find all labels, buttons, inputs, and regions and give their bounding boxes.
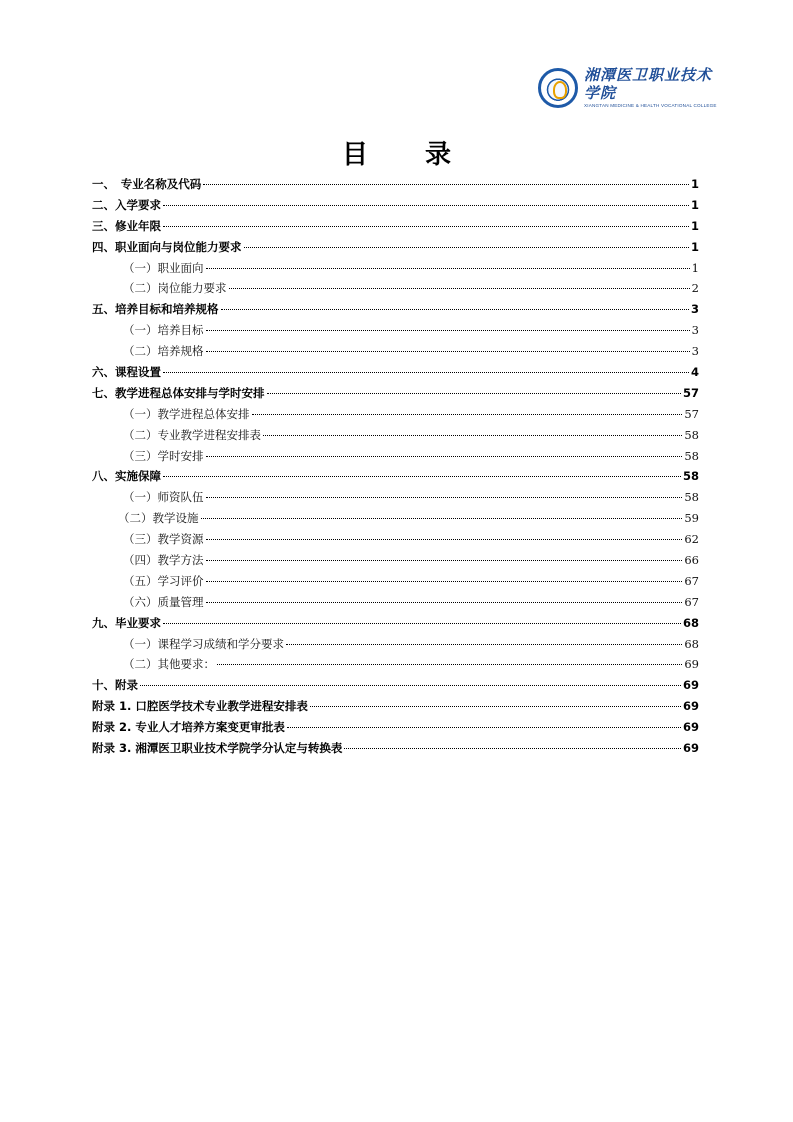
toc-entry[interactable] xyxy=(92,320,699,341)
toc-entry-label: （一）师资队伍 xyxy=(123,490,204,505)
toc-entry[interactable] xyxy=(92,466,699,487)
toc-entry[interactable] xyxy=(92,487,699,508)
college-name xyxy=(584,66,717,110)
toc-entry-page: 67 xyxy=(684,594,699,609)
toc-leader-dots xyxy=(287,726,681,728)
toc-leader-dots xyxy=(263,434,682,436)
toc-leader-dots xyxy=(267,392,681,394)
toc-entry[interactable] xyxy=(92,550,699,571)
toc-entry-page: 67 xyxy=(684,573,699,588)
toc-entry-page: 2 xyxy=(691,281,699,296)
toc-entry[interactable] xyxy=(92,717,699,738)
toc-leader-dots xyxy=(206,538,683,540)
toc-entry[interactable] xyxy=(92,341,699,362)
toc-entry-label: （一）职业面向 xyxy=(123,260,204,275)
college-name-en: XIANGTAN MEDICINE & HEALTH VOCATIONAL COLLEGE xyxy=(584,103,717,108)
college-logo xyxy=(538,64,717,112)
toc-entry-label: 一、 专业名称及代码 xyxy=(92,177,202,191)
toc-leader-dots xyxy=(140,684,681,686)
toc-entry[interactable] xyxy=(92,592,699,613)
toc-entry[interactable] xyxy=(92,634,699,655)
toc-entry-page: 66 xyxy=(684,553,699,568)
toc-entry-page: 68 xyxy=(684,636,699,651)
toc-entry-label: （二）培养规格 xyxy=(123,344,204,359)
toc-entry-label: 六、课程设置 xyxy=(92,365,161,380)
toc-entry-label: 五、培养目标和培养规格 xyxy=(92,302,219,317)
toc-leader-dots xyxy=(206,496,683,498)
toc-entry[interactable] xyxy=(92,738,699,759)
toc-entry[interactable] xyxy=(92,195,699,216)
toc-entry-page: 3 xyxy=(690,302,699,317)
toc-entry-label: （三）学时安排 xyxy=(123,448,204,463)
toc-leader-dots xyxy=(244,246,689,248)
toc-entry[interactable] xyxy=(92,696,699,717)
toc-leader-dots xyxy=(206,350,690,352)
toc-entry-label: （五）学习评价 xyxy=(123,573,204,588)
toc-entry-label: 附录 3. 湘潭医卫职业技术学院学分认定与转换表 xyxy=(92,741,343,756)
toc-entry[interactable] xyxy=(92,571,699,592)
toc-entry-page: 68 xyxy=(682,615,699,630)
toc-entry[interactable] xyxy=(92,613,699,634)
toc-entry[interactable] xyxy=(92,174,699,195)
toc-entry[interactable] xyxy=(92,383,699,404)
toc-leader-dots xyxy=(163,475,681,477)
toc-entry-label: （二）其他要求： xyxy=(123,657,215,672)
toc-entry[interactable] xyxy=(92,508,699,529)
toc-entry-page: 59 xyxy=(684,511,699,526)
toc-entry-page: 1 xyxy=(691,260,699,275)
toc-entry-label: （一）课程学习成绩和学分要求 xyxy=(123,636,284,651)
toc-entry-page: 1 xyxy=(690,177,699,191)
toc-leader-dots xyxy=(163,371,689,373)
toc-entry-label: 四、职业面向与岗位能力要求 xyxy=(92,239,242,254)
college-seal-icon xyxy=(538,68,578,108)
toc-leader-dots xyxy=(229,287,690,289)
toc-leader-dots xyxy=(163,225,689,227)
toc-entry-page: 58 xyxy=(684,490,699,505)
toc-entry-page: 69 xyxy=(682,678,699,693)
toc-entry-label: （二）岗位能力要求 xyxy=(123,281,227,296)
toc-entry-page: 69 xyxy=(682,741,699,756)
toc-entry-label: 附录 1. 口腔医学技术专业教学进程安排表 xyxy=(92,699,308,714)
toc-entry[interactable] xyxy=(92,529,699,550)
toc-entry-label: 九、毕业要求 xyxy=(92,615,161,630)
toc-entry-page: 57 xyxy=(684,406,699,421)
toc-entry-page: 4 xyxy=(690,365,699,380)
toc-entry-page: 62 xyxy=(684,532,699,547)
toc-entry-label: （二）教学设施 xyxy=(118,511,199,526)
toc-leader-dots xyxy=(217,663,682,665)
toc-entry-label: （二）专业教学进程安排表 xyxy=(123,427,261,442)
toc-entry-label: （四）教学方法 xyxy=(123,553,204,568)
toc-entry[interactable] xyxy=(92,299,699,320)
toc-leader-dots xyxy=(252,413,683,415)
toc-entry-label: 十、附录 xyxy=(92,678,138,693)
table-of-contents xyxy=(92,174,699,759)
toc-entry[interactable] xyxy=(92,216,699,237)
toc-entry[interactable] xyxy=(92,446,699,467)
toc-leader-dots xyxy=(206,455,683,457)
toc-entry[interactable] xyxy=(92,237,699,258)
toc-entry-label: 附录 2. 专业人才培养方案变更审批表 xyxy=(92,720,285,735)
toc-entry-page: 69 xyxy=(684,657,699,672)
toc-entry-label: 三、修业年限 xyxy=(92,218,161,233)
toc-entry-label: （六）质量管理 xyxy=(123,594,204,609)
toc-entry-page: 69 xyxy=(682,699,699,714)
toc-leader-dots xyxy=(163,622,681,624)
toc-leader-dots xyxy=(206,267,690,269)
toc-entry[interactable] xyxy=(92,258,699,279)
toc-entry-label: （一）培养目标 xyxy=(123,323,204,338)
toc-entry[interactable] xyxy=(92,425,699,446)
toc-entry-label: 八、实施保障 xyxy=(92,469,161,484)
toc-entry-page: 58 xyxy=(684,448,699,463)
toc-entry[interactable] xyxy=(92,654,699,675)
toc-entry-page: 1 xyxy=(690,197,699,212)
toc-leader-dots xyxy=(206,559,683,561)
toc-entry-label: 二、入学要求 xyxy=(92,197,161,212)
college-name-cn: 湘潭医卫职业技术学院 xyxy=(584,66,713,102)
toc-leader-dots xyxy=(203,183,689,185)
toc-entry-label: （一）教学进程总体安排 xyxy=(123,406,250,421)
toc-leader-dots xyxy=(163,204,689,206)
toc-entry-page: 1 xyxy=(690,239,699,254)
toc-leader-dots xyxy=(206,580,683,582)
page-title: 目 录 xyxy=(341,140,476,170)
toc-entry[interactable] xyxy=(92,362,699,383)
toc-entry-page: 57 xyxy=(682,385,699,400)
toc-leader-dots xyxy=(286,643,682,645)
toc-entry[interactable] xyxy=(92,278,699,299)
toc-leader-dots xyxy=(206,601,683,603)
toc-entry-page: 69 xyxy=(682,720,699,735)
toc-leader-dots xyxy=(206,329,690,331)
toc-leader-dots xyxy=(310,705,681,707)
toc-leader-dots xyxy=(221,308,689,310)
toc-entry-page: 3 xyxy=(691,323,699,338)
toc-entry-page: 1 xyxy=(690,218,699,233)
toc-leader-dots xyxy=(201,517,683,519)
toc-entry-page: 3 xyxy=(691,344,699,359)
toc-entry-page: 58 xyxy=(684,427,699,442)
toc-leader-dots xyxy=(344,747,681,749)
toc-entry-page: 58 xyxy=(682,469,699,484)
toc-entry-label: 七、教学进程总体安排与学时安排 xyxy=(92,385,265,400)
toc-entry[interactable] xyxy=(92,675,699,696)
toc-entry-label: （三）教学资源 xyxy=(123,532,204,547)
toc-entry[interactable] xyxy=(92,404,699,425)
